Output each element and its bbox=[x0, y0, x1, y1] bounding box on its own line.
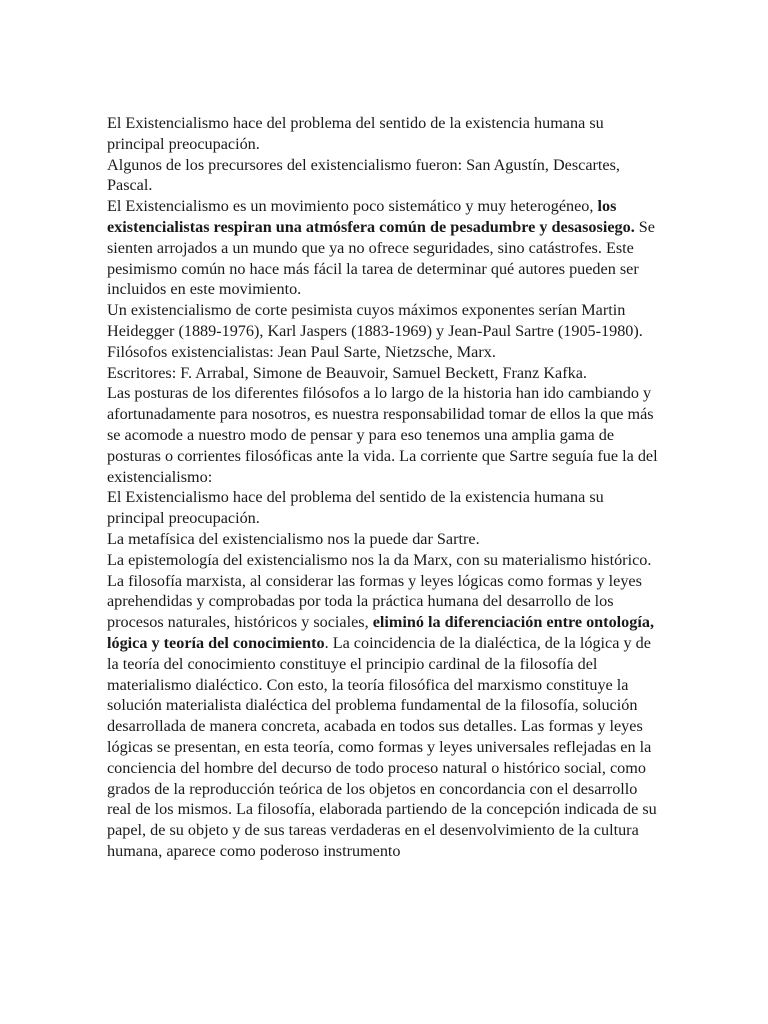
paragraph-text: La filosofía marxista, al considerar las formas y leyes lógicas como formas y leyes aprehendidas y comprobadas por toda la práctica humana del desarrollo de los procesos naturales, históricos y sociales, bbox=[107, 571, 642, 632]
paragraph-precursores bbox=[107, 155, 663, 197]
paragraph-filosofos bbox=[107, 342, 663, 363]
paragraph-existencialismo-repeat bbox=[107, 487, 663, 529]
paragraph-existencialismo-intro bbox=[107, 113, 663, 155]
paragraph-text: El Existencialismo hace del problema del sentido de la existencia humana su principal preocupación. bbox=[107, 114, 604, 153]
paragraph-text: Algunos de los precursores del existencialismo fueron: San Agustín, Descartes, Pascal. bbox=[107, 155, 620, 195]
paragraph-text: Filósofos existencialistas: Jean Paul Sarte, Nietzsche, Marx. bbox=[107, 342, 496, 361]
paragraph-text: Se sienten arrojados a un mundo que ya no ofrece seguridades, sino catástrofes. Este pesimismo común no hace más fácil la tarea de determinar qué autores pueden ser incluidos en este movimiento. bbox=[107, 217, 655, 299]
document-body bbox=[107, 113, 663, 862]
paragraph-metafisica bbox=[107, 529, 663, 550]
paragraph-epistemologia bbox=[107, 550, 663, 571]
paragraph-posturas bbox=[107, 383, 663, 487]
paragraph-text: Las posturas de los diferentes filósofos a lo largo de la historia han ido cambiando y afortunadamente para nosotros, es nuestra responsabilidad tomar de ellos la que más se acomode a nuestro modo de pensar y para eso tenemos una amplia gama de posturas o corrientes filosóficas ante la vida. La corriente que Sartre seguía fue la del existencialismo: bbox=[107, 384, 658, 486]
paragraph-filosofia-marxista bbox=[107, 571, 663, 862]
paragraph-text: . La coincidencia de la dialéctica, de la lógica y de la teoría del conocimiento constituye el principio cardinal de la filosofía del materialismo dialéctico. Con esto, la teoría filosófica del marxismo constituye la solución materialista dialéctica del problema fundamental de la filosofía, solución desarrollada de manera concreta, acabada en todos sus detalles. Las formas y leyes lógicas se presentan, en esta teoría, como formas y leyes universales reflejadas en la conciencia del hombre del decurso de todo proceso natural o histórico social, como grados de la reproducción teórica de los objetos en concordancia con el desarrollo real de los mismos. La filosofía, elaborada partiendo de la concepción indicada de su papel, de su objeto y de sus tareas verdaderas en el desenvolvimiento de la cultura humana, aparece como poderoso instrumento bbox=[107, 633, 657, 860]
paragraph-bold-text: eliminó la diferenciación entre ontología, lógica y teoría del conocimiento bbox=[107, 613, 654, 652]
paragraph-text: La epistemología del existencialismo nos la da Marx, con su materialismo histórico. bbox=[107, 550, 652, 569]
paragraph-text: Escritores: F. Arrabal, Simone de Beauvoir, Samuel Beckett, Franz Kafka. bbox=[107, 363, 587, 382]
paragraph-text: Un existencialismo de corte pesimista cuyos máximos exponentes serían Martin Heidegger (1889-1976), Karl Jaspers (1883-1969) y Jean-Paul Sartre (1905-1980). bbox=[107, 301, 643, 340]
paragraph-text: El Existencialismo hace del problema del sentido de la existencia humana su principal preocupación. bbox=[107, 488, 604, 528]
paragraph-exponentes bbox=[107, 300, 663, 342]
paragraph-bold-text: los existencialistas respiran una atmósfera común de pesadumbre y desasosiego. bbox=[107, 197, 635, 236]
paragraph-text: La metafísica del existencialismo nos la puede dar Sartre. bbox=[107, 529, 480, 548]
paragraph-text: El Existencialismo es un movimiento poco sistemático y muy heterogéneo, bbox=[107, 197, 598, 216]
paragraph-movimiento bbox=[107, 196, 663, 300]
paragraph-escritores bbox=[107, 363, 663, 384]
